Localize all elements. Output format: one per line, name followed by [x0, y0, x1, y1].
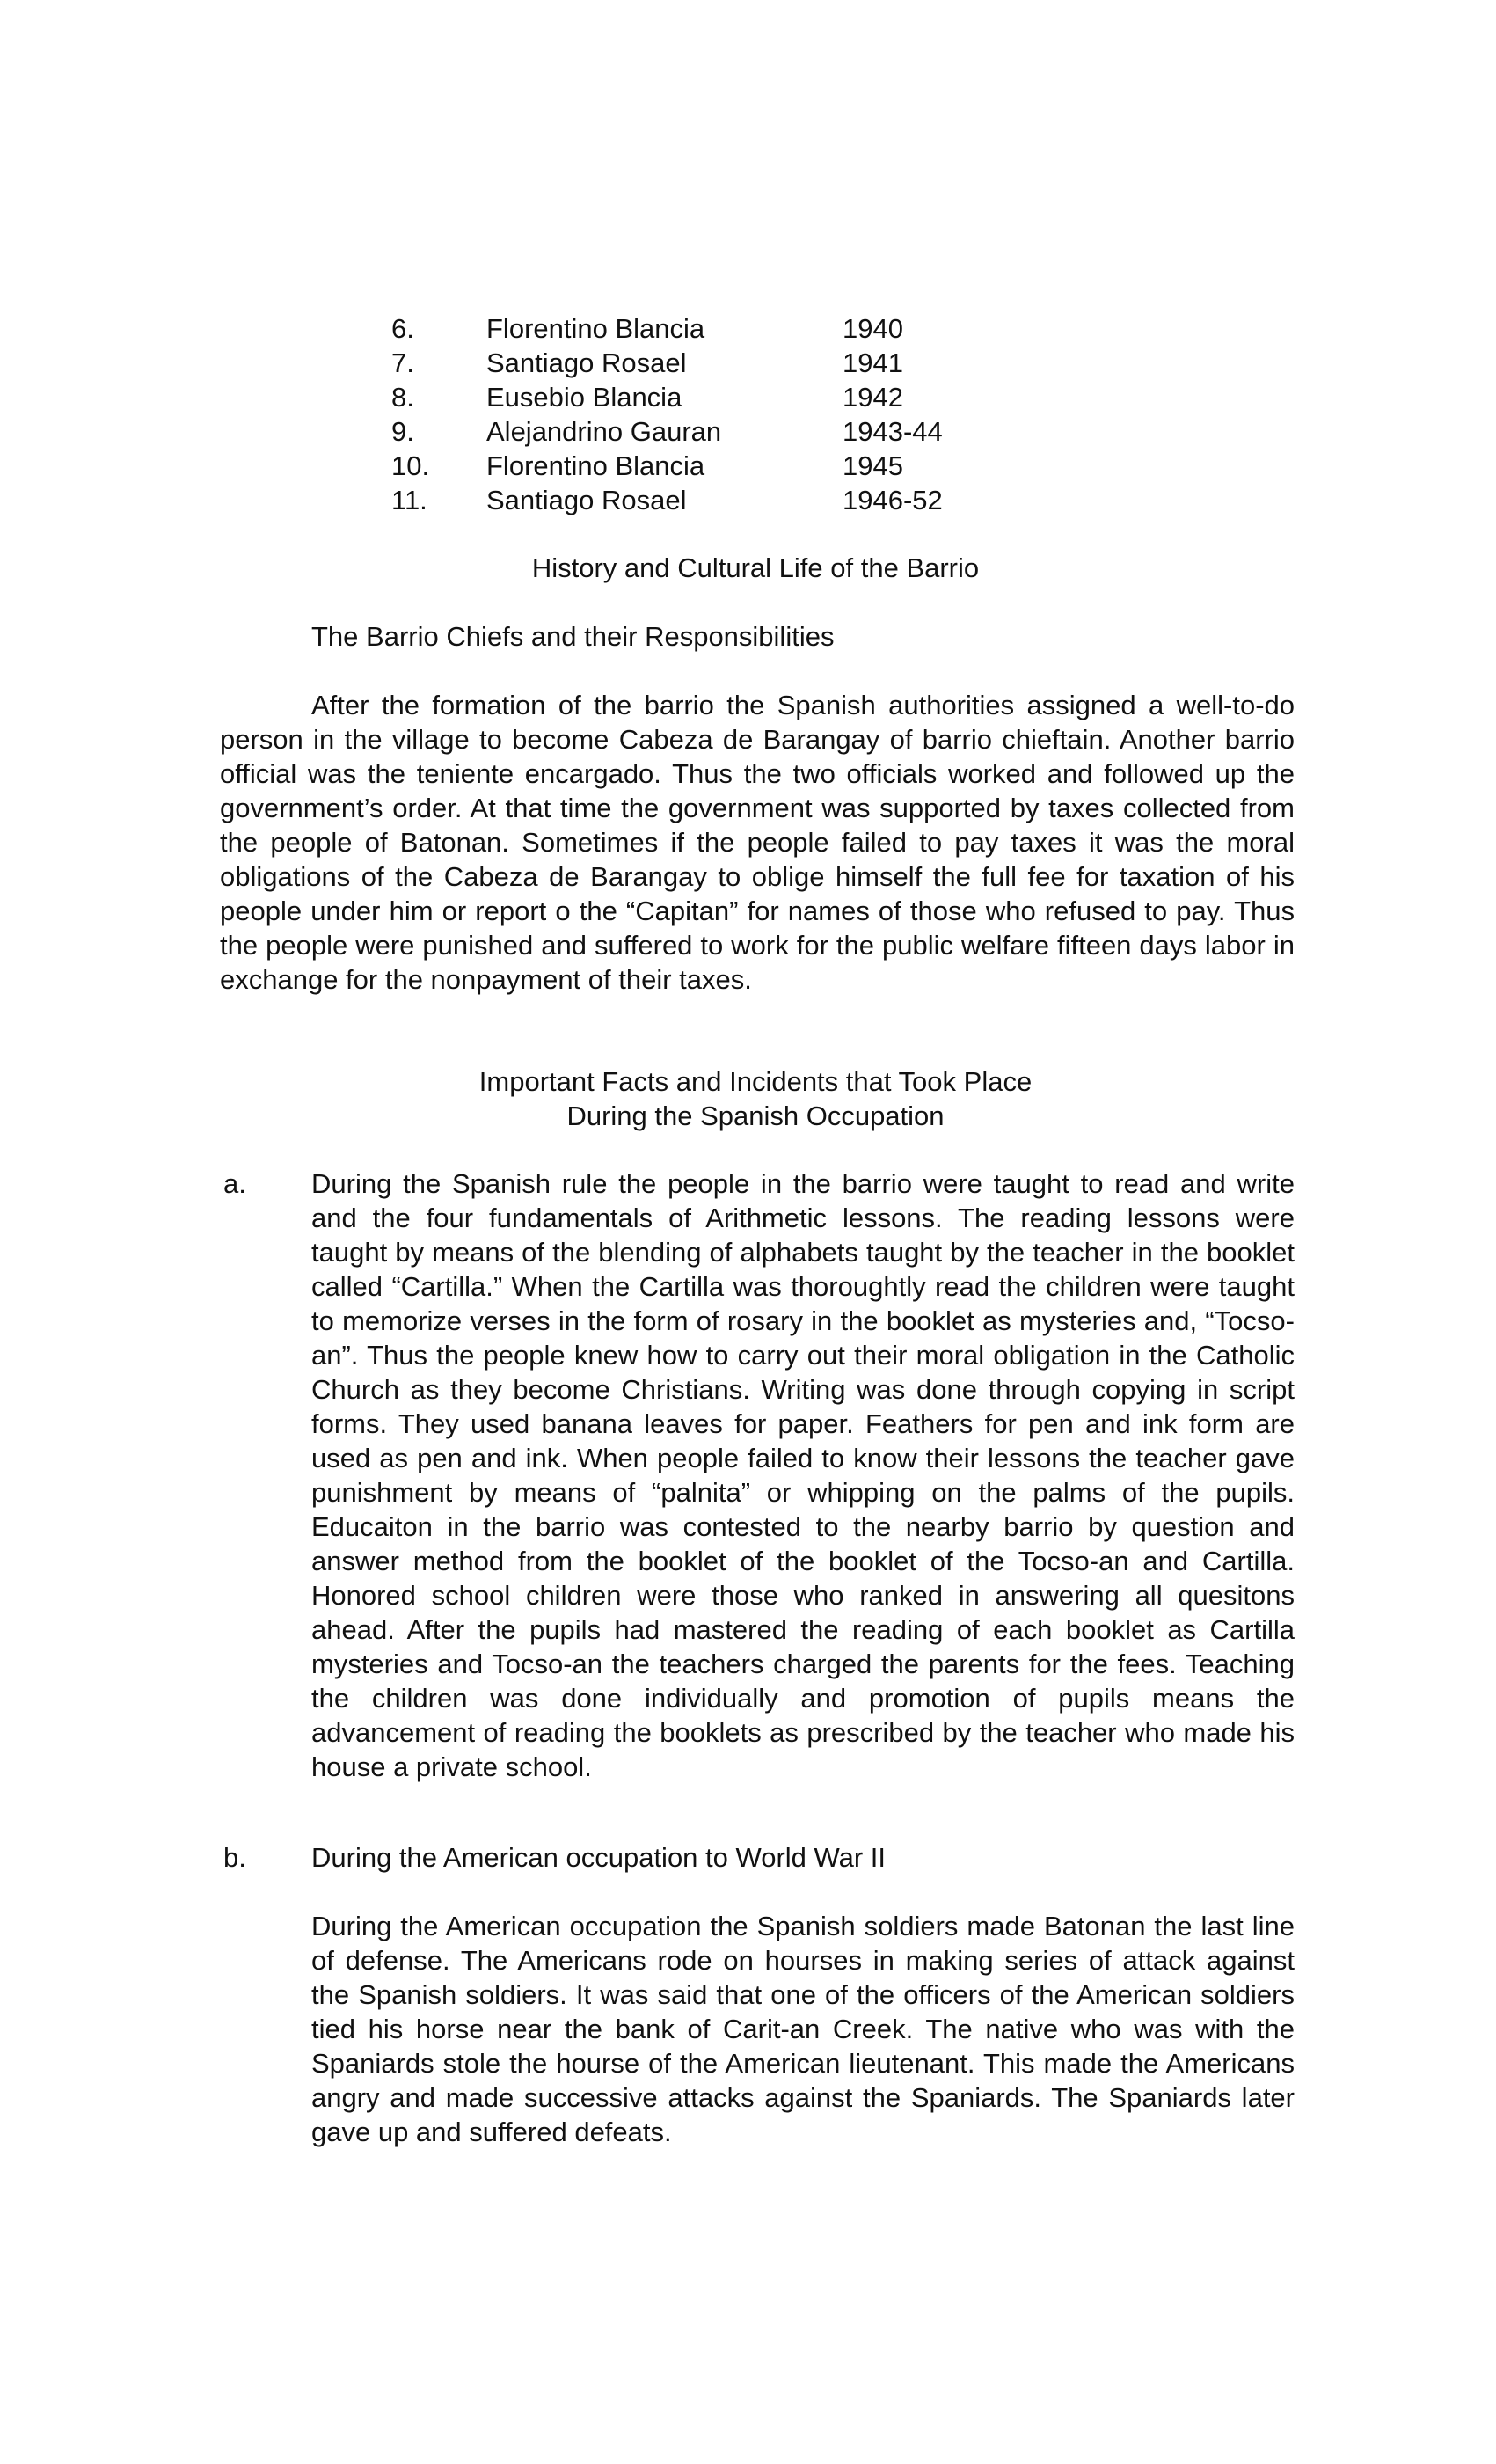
item-b-paragraph: During the American occupation the Spanish soldiers made Batonan the last line of defense. The Americans rode on hourses in making series of attack against the Spanish soldiers. It was said that one of the officers of the American soldiers tied his horse near the bank of Carit-an Creek. The native who was with the Spaniards stole the hourse of the American lieutenant. This made the Americans angry and made successive attacks against the Spaniards. The Spaniards later gave up and suffered defeats. — [311, 1911, 1295, 2147]
facts-heading — [0, 1064, 1496, 1133]
officer-row — [391, 449, 974, 483]
officer-name: Alejandrino Gauran — [486, 416, 722, 447]
item-a-paragraph: During the Spanish rule the people in the barrio were taught to read and write and the four fundamentals of Arithmetic lessons. The reading lessons were taught by means of the blending of alphabets taught by the teacher in the booklet called “Cartilla.” When the Cartilla was thoroughtly read the children were taught to memorize verses in the form of rosary in the booklet as mysteries and, “Tocso-an”. Thus the people knew how to carry out their moral obligation in the Catholic Church as they become Christians. Writing was done through copying in script forms. They used banana leaves for paper. Feathers for pen and ink form are used as pen and ink. When people failed to know their lessons the teacher gave punishment by means of “palnita” or whipping on the palms of the pupils. Educaiton in the barrio was contested to the nearby barrio by question and answer method from the booklet of the booklet of the Tocso-an and Cartilla. Honored school children were those who ranked in answering all quesitons ahead. After the pupils had mastered the reading of each booklet as Cartilla mysteries and Tocso-an the teachers charged the parents for the fees. Teaching the children was done individually and promotion of pupils means the advancement of reading the booklets as prescribed by the teacher who made his house a private school. — [311, 1168, 1295, 1782]
officer-name: Florentino Blancia — [486, 313, 705, 344]
item-b-label: b. — [223, 1842, 246, 1873]
officer-number: 6. — [391, 313, 414, 344]
officer-year: 1945 — [843, 450, 903, 481]
officer-year: 1941 — [843, 347, 903, 378]
officer-year: 1942 — [843, 382, 903, 413]
officer-number: 10. — [391, 450, 430, 481]
facts-heading-line2: During the Spanish Occupation — [566, 1100, 945, 1131]
facts-heading-line1: Important Facts and Incidents that Took Place — [478, 1066, 1033, 1097]
item-b-title: During the American occupation to World War II — [311, 1842, 887, 1873]
officer-year: 1946-52 — [843, 485, 943, 515]
officer-row — [391, 311, 974, 346]
officer-row — [391, 414, 974, 449]
officer-number: 8. — [391, 382, 414, 413]
officer-number: 9. — [391, 416, 414, 447]
officer-row — [391, 346, 974, 380]
item-a-label: a. — [223, 1168, 246, 1199]
officer-name: Florentino Blancia — [486, 450, 705, 481]
chiefs-heading: The Barrio Chiefs and their Responsibilities — [311, 621, 835, 652]
officer-name: Santiago Rosael — [486, 347, 687, 378]
officer-list — [391, 311, 974, 517]
officer-year: 1940 — [843, 313, 903, 344]
officer-name: Santiago Rosael — [486, 485, 687, 515]
section-title: History and Cultural Life of the Barrio — [531, 552, 980, 583]
chiefs-paragraph: After the formation of the barrio the Spanish authorities assigned a well-to-do person in the village to become Cabeza de Barangay of barrio chieftain. Another barrio official was the teniente encargado. Thus the two officials worked and followed up the government’s order. At that time the government was supported by taxes collected from the people of Batonan. Sometimes if the people failed to pay taxes it was the moral obligations of the Cabeza de Barangay to oblige himself the full fee for taxation of his people under him or report o the “Capitan” for names of those who refused to pay. Thus the people were punished and suffered to work for the public welfare fifteen days labor in exchange for the nonpayment of their taxes. — [220, 690, 1295, 995]
officer-name: Eusebio Blancia — [486, 382, 682, 413]
officer-number: 11. — [391, 485, 427, 515]
officer-number: 7. — [391, 347, 414, 378]
officer-row — [391, 483, 974, 517]
officer-row — [391, 380, 974, 414]
officer-year: 1943-44 — [843, 416, 943, 447]
